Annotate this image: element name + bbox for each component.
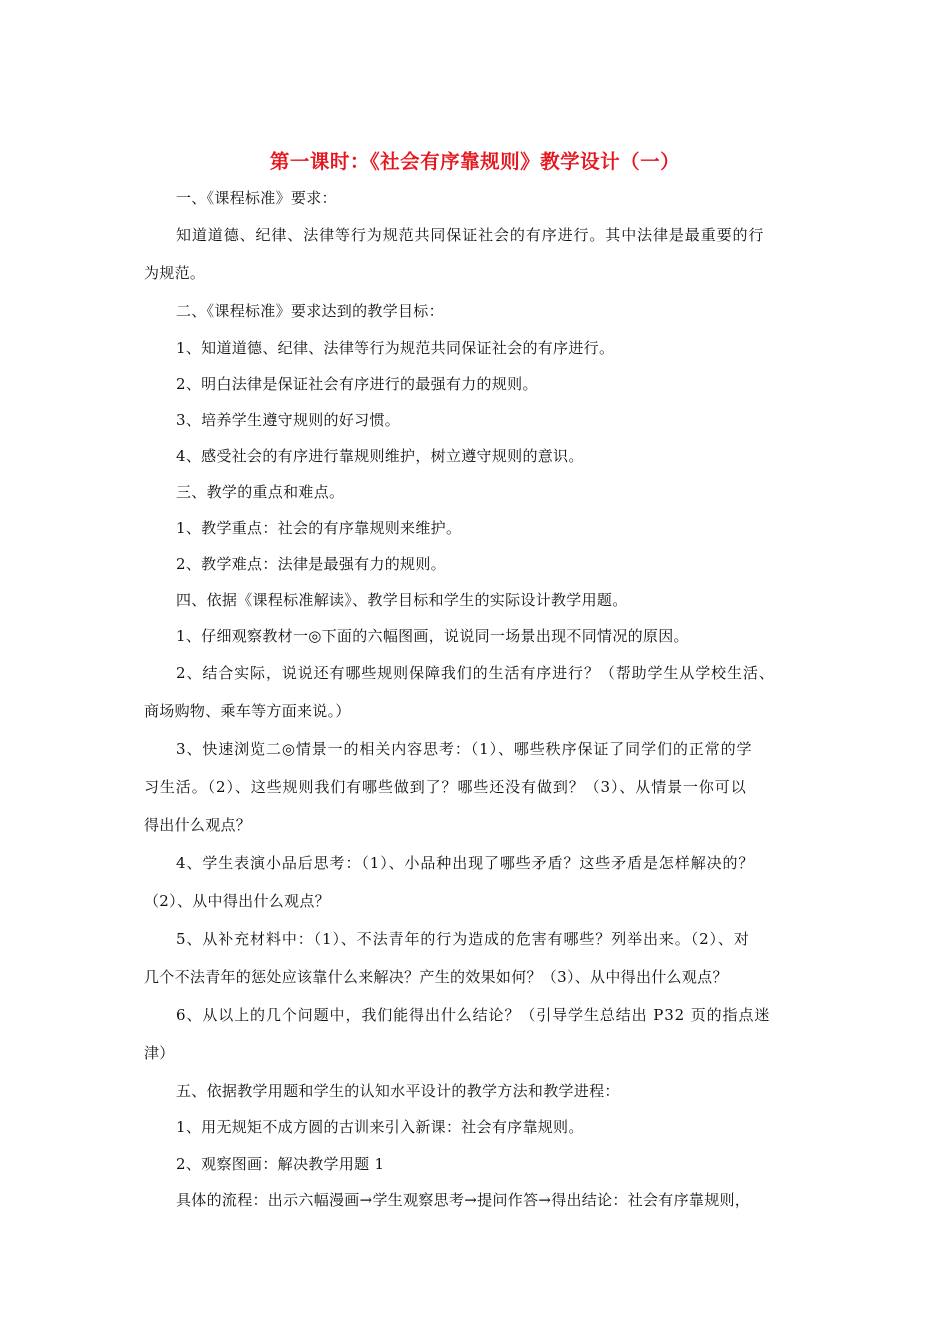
section-heading-4: 四、依据《课程标准解读》、教学目标和学生的实际设计教学用题。 [176,591,628,609]
paragraph-line: 津） [144,1044,175,1062]
paragraph-line: 为规范。 [144,264,206,282]
section-heading-1: 一、《课程标准》要求： [176,189,337,207]
section-heading-2: 二、《课程标准》要求达到的教学目标： [176,302,444,320]
list-item: 4、感受社会的有序进行靠规则维护，树立遵守规则的意识。 [176,447,584,465]
paragraph-line: 商场购物、乘车等方面来说。） [144,702,351,720]
list-item: 2、教学难点：法律是最强有力的规则。 [176,555,446,573]
paragraph-line: 知道道德、纪律、法律等行为规范共同保证社会的有序进行。其中法律是最重要的行 [176,226,765,244]
paragraph-line: （2）、从中得出什么观点？ [144,892,330,910]
list-item: 1、仔细观察教材一◎下面的六幅图画，说说同一场景出现不同情况的原因。 [176,627,689,645]
list-item: 2、明白法律是保证社会有序进行的最强有力的规则。 [176,375,538,393]
list-item: 2、观察图画：解决教学用题 1 [176,1155,385,1173]
list-item: 3、培养学生遵守规则的好习惯。 [176,411,401,429]
paragraph-line: 几个不法青年的惩处应该靠什么来解决？产生的效果如何？（3）、从中得出什么观点？ [144,968,728,986]
document-title: 第一课时：《社会有序靠规则》教学设计（一） [269,150,681,173]
section-heading-3: 三、教学的重点和难点。 [176,483,345,501]
list-item: 2、结合实际，说说还有哪些规则保障我们的生活有序进行？（帮助学生从学校生活、 [176,664,775,682]
list-item: 1、用无规矩不成方圆的古训来引入新课：社会有序靠规则。 [176,1118,584,1136]
list-item: 3、快速浏览二◎情景一的相关内容思考：（1）、哪些秩序保证了同学们的正常的学 [176,740,753,758]
list-item: 1、知道道德、纪律、法律等行为规范共同保证社会的有序进行。 [176,339,615,357]
list-item: 1、教学重点：社会的有序靠规则来维护。 [176,519,462,537]
paragraph-line: 习生活。（2）、这些规则我们有哪些做到了？哪些还没有做到？（3）、从情景一你可以 [144,778,747,796]
list-item: 5、从补充材料中：（1）、不法青年的行为造成的危害有哪些？列举出来。（2）、对 [176,930,750,948]
paragraph-line: 具体的流程：出示六幅漫画→学生观察思考→提问作答→得出结论：社会有序靠规则， [176,1191,751,1209]
paragraph-line: 得出什么观点？ [144,816,252,834]
list-item: 4、学生表演小品后思考：（1）、小品种出现了哪些矛盾？这些矛盾是怎样解决的？ [176,854,755,872]
section-heading-5: 五、依据教学用题和学生的认知水平设计的教学方法和教学进程： [176,1082,620,1100]
list-item: 6、从以上的几个问题中，我们能得出什么结论？（引导学生总结出 P32 页的指点迷 [176,1006,771,1024]
